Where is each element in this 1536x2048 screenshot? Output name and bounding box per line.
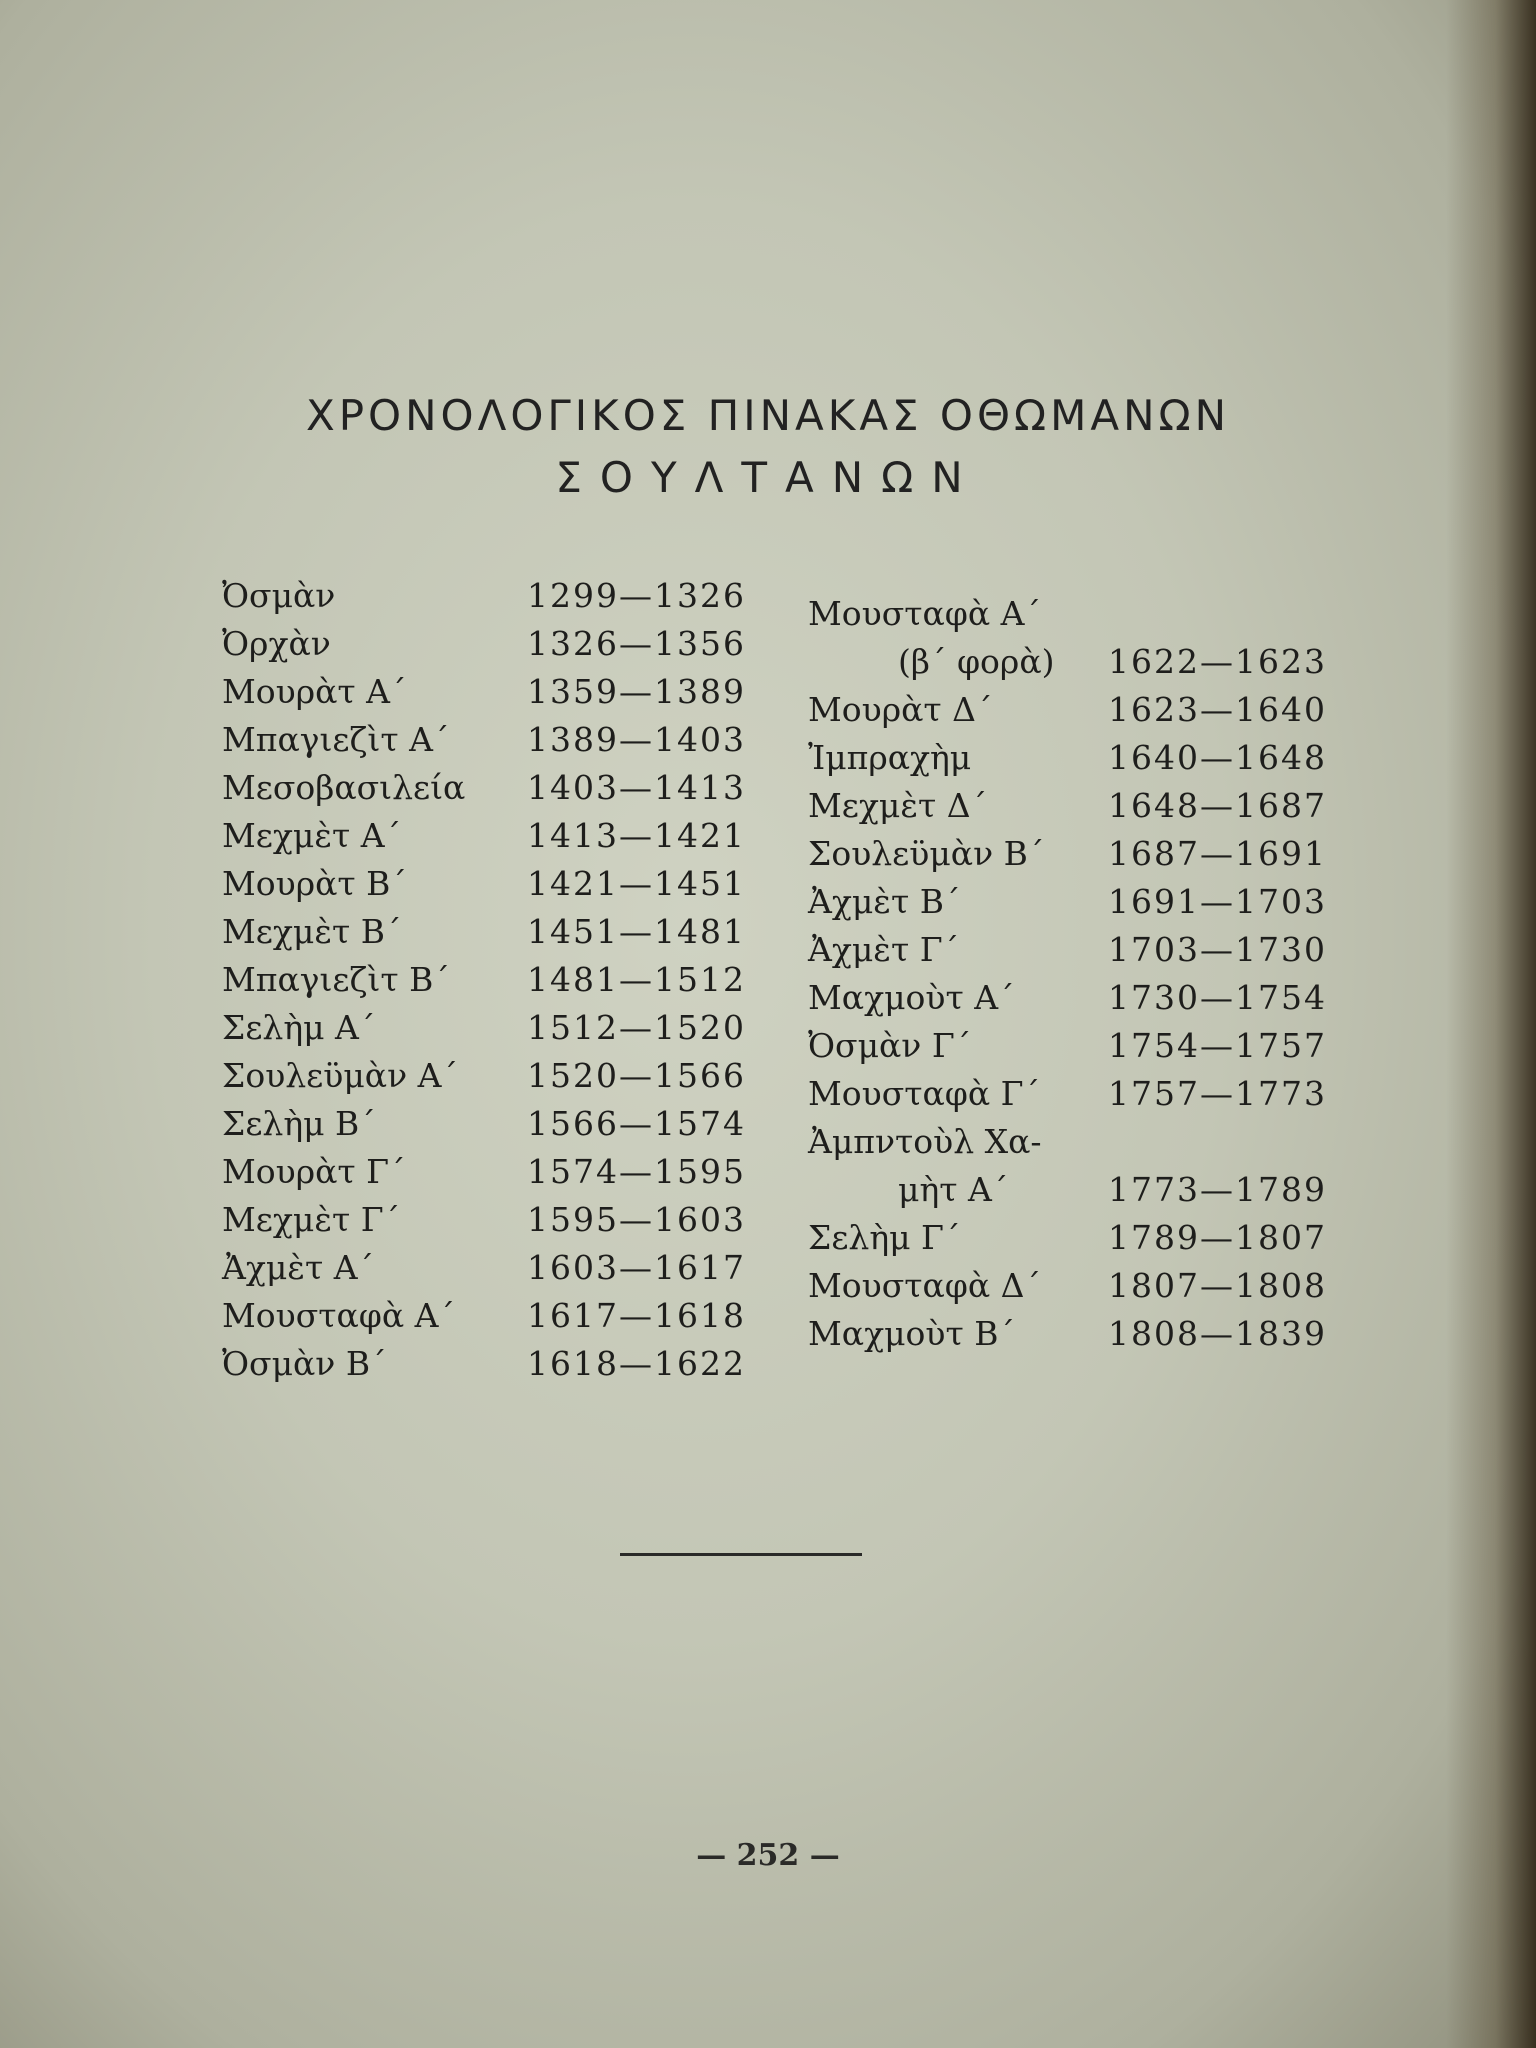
list-item xyxy=(808,782,1348,830)
page-number: — 252 — xyxy=(696,1838,840,1873)
title-line-2: ΣΟΥΛΤΑΝΩΝ xyxy=(555,453,981,502)
sultan-name: Μεχμὲτ Β΄ xyxy=(222,912,402,951)
list-item xyxy=(808,878,1348,926)
list-item xyxy=(808,1070,1348,1118)
list-item xyxy=(222,908,762,956)
sultan-name: Ἰμπραχὴμ xyxy=(808,738,972,777)
page-edge-shadow xyxy=(1446,0,1536,2048)
sultan-name: Ὀρχὰν xyxy=(222,624,331,663)
sultan-name: Σουλεϋμὰν Α΄ xyxy=(222,1056,458,1095)
sultan-name: Μεχμὲτ Δ΄ xyxy=(808,786,988,825)
sultan-name: Ἀχμὲτ Γ΄ xyxy=(808,930,960,969)
list-item xyxy=(808,1118,1348,1166)
reign-years: 1640—1648 xyxy=(1108,738,1327,777)
reign-years: 1512—1520 xyxy=(527,1008,746,1047)
reign-years: 1481—1512 xyxy=(527,960,746,999)
reign-years: 1773—1789 xyxy=(1108,1170,1327,1209)
reign-years: 1730—1754 xyxy=(1108,978,1327,1017)
sultan-name: Ὀσμὰν xyxy=(222,576,336,615)
list-item xyxy=(222,1196,762,1244)
reign-years: 1617—1618 xyxy=(527,1296,746,1335)
sultan-list-left xyxy=(222,572,762,1388)
list-item xyxy=(808,926,1348,974)
list-item xyxy=(808,1310,1348,1358)
sultan-name: Μαχμοὺτ Α΄ xyxy=(808,978,1015,1017)
list-item xyxy=(222,812,762,860)
sultan-name: Μπαγιεζὶτ Α΄ xyxy=(222,720,450,759)
list-item xyxy=(222,716,762,764)
list-item xyxy=(222,668,762,716)
sultan-name: Μπαγιεζὶτ Β΄ xyxy=(222,960,450,999)
list-item xyxy=(808,1214,1348,1262)
list-item xyxy=(222,1052,762,1100)
list-item xyxy=(222,956,762,1004)
reign-years: 1413—1421 xyxy=(527,816,746,855)
list-item xyxy=(222,764,762,812)
list-item xyxy=(222,1292,762,1340)
sultan-name: Μουρὰτ Δ΄ xyxy=(808,690,993,729)
reign-years: 1421—1451 xyxy=(527,864,746,903)
list-item xyxy=(222,860,762,908)
list-item xyxy=(222,620,762,668)
sultan-name: Σουλεϋμὰν Β΄ xyxy=(808,834,1045,873)
reign-years: 1595—1603 xyxy=(527,1200,746,1239)
sultan-name: Σελὴμ Α΄ xyxy=(222,1008,376,1047)
sultan-name: Μουσταφὰ Α΄ xyxy=(808,594,1041,633)
reign-years: 1603—1617 xyxy=(527,1248,746,1287)
reign-years: 1687—1691 xyxy=(1108,834,1327,873)
reign-years: 1808—1839 xyxy=(1108,1314,1327,1353)
sultan-name: Μουρὰτ Β΄ xyxy=(222,864,407,903)
list-item xyxy=(808,734,1348,782)
reign-years: 1618—1622 xyxy=(527,1344,746,1383)
sultan-name: Ἀμπντοὺλ Χα- xyxy=(808,1122,1042,1161)
sultan-name: Σελὴμ Γ΄ xyxy=(808,1218,961,1257)
reign-years: 1754—1757 xyxy=(1108,1026,1327,1065)
list-item xyxy=(222,1004,762,1052)
list-item xyxy=(222,1244,762,1292)
reign-years: 1299—1326 xyxy=(527,576,746,615)
reign-years: 1703—1730 xyxy=(1108,930,1327,969)
horizontal-rule xyxy=(620,1553,862,1556)
reign-years: 1389—1403 xyxy=(527,720,746,759)
list-item xyxy=(808,1262,1348,1310)
sultan-name: Μουρὰτ Γ΄ xyxy=(222,1152,406,1191)
sultan-name: Μεχμὲτ Α΄ xyxy=(222,816,402,855)
list-item xyxy=(808,830,1348,878)
reign-years: 1648—1687 xyxy=(1108,786,1327,825)
list-item xyxy=(808,686,1348,734)
reign-years: 1574—1595 xyxy=(527,1152,746,1191)
sultan-name-continuation: (β΄ φορὰ) xyxy=(898,642,1055,681)
reign-years: 1622—1623 xyxy=(1108,642,1327,681)
sultan-name: Σελὴμ Β΄ xyxy=(222,1104,376,1143)
reign-years: 1451—1481 xyxy=(527,912,746,951)
reign-years: 1757—1773 xyxy=(1108,1074,1327,1113)
list-item xyxy=(808,974,1348,1022)
sultan-name: Μουσταφὰ Α΄ xyxy=(222,1296,455,1335)
reign-years: 1403—1413 xyxy=(527,768,746,807)
reign-years: 1326—1356 xyxy=(527,624,746,663)
sultan-name: Μουσταφὰ Δ΄ xyxy=(808,1266,1041,1305)
sultan-name: Μεχμὲτ Γ΄ xyxy=(222,1200,401,1239)
list-item xyxy=(222,1148,762,1196)
list-item xyxy=(808,1166,1348,1214)
list-item xyxy=(222,572,762,620)
reign-years: 1566—1574 xyxy=(527,1104,746,1143)
sultan-name: Μεσοβασιλεία xyxy=(222,768,466,807)
reign-years: 1807—1808 xyxy=(1108,1266,1327,1305)
sultan-name: Ὀσμὰν Γ΄ xyxy=(808,1026,972,1065)
sultan-name: Μουσταφὰ Γ΄ xyxy=(808,1074,1041,1113)
list-item xyxy=(808,590,1348,638)
reign-years: 1520—1566 xyxy=(527,1056,746,1095)
reign-years: 1691—1703 xyxy=(1108,882,1327,921)
sultan-name: Ἀχμὲτ Α΄ xyxy=(222,1248,375,1287)
sultan-name-continuation: μὴτ Α΄ xyxy=(898,1170,1009,1209)
sultan-list-right xyxy=(808,590,1348,1358)
list-item xyxy=(808,638,1348,686)
title-line-1: ΧΡΟΝΟΛΟΓΙΚΟΣ ΠΙΝΑΚΑΣ ΟΘΩΜΑΝΩΝ xyxy=(305,391,1231,440)
list-item xyxy=(222,1340,762,1388)
sultan-name: Μαχμοὺτ Β΄ xyxy=(808,1314,1015,1353)
reign-years: 1623—1640 xyxy=(1108,690,1327,729)
page-title xyxy=(0,385,1536,509)
sultan-name: Ἀχμὲτ Β΄ xyxy=(808,882,961,921)
list-item xyxy=(808,1022,1348,1070)
reign-years: 1789—1807 xyxy=(1108,1218,1327,1257)
reign-years: 1359—1389 xyxy=(527,672,746,711)
list-item xyxy=(222,1100,762,1148)
sultan-name: Ὀσμὰν Β΄ xyxy=(222,1344,387,1383)
sultan-name: Μουρὰτ Α΄ xyxy=(222,672,407,711)
